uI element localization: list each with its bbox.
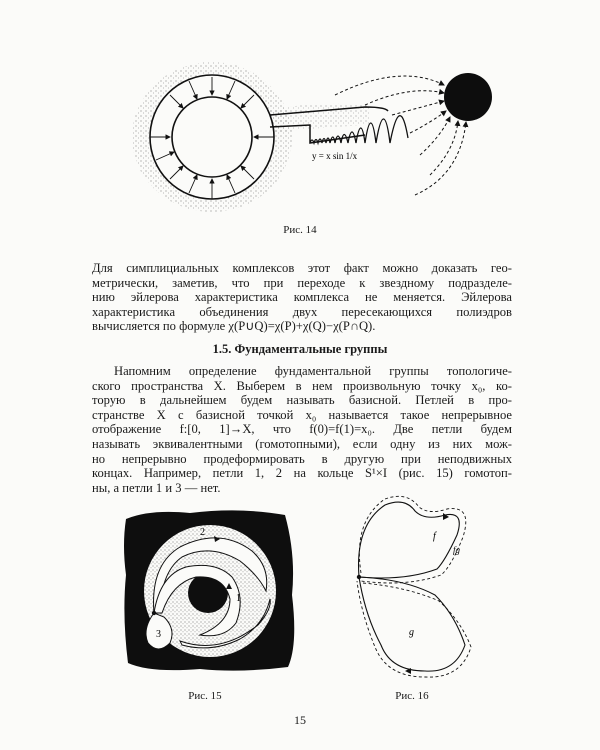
loop-f — [359, 502, 460, 578]
text-line: Напомним определение фундаментальной группы топологиче- — [114, 364, 512, 378]
text-line: концах. Например, петли 1, 2 на кольце S¹×I (рис. 15) гомотоп- — [92, 466, 512, 481]
section-heading: 1.5. Фундаментальные группы — [212, 342, 388, 356]
text-line: ны, а петли 1 и 3 — нет. — [92, 480, 221, 495]
text-line: ского пространства X. Выберем в нем произвольную точку x₀, ко- — [92, 378, 512, 393]
label-fg: fg — [453, 545, 461, 555]
formula-label: y = x sin 1/x — [312, 151, 358, 161]
text-line: Для симплициальных комплексов этот факт можно доказать гео- — [92, 261, 512, 275]
figure-14 — [130, 55, 500, 220]
text-line: называть эквивалентными (гомотопными), если одну из них мож- — [92, 436, 512, 451]
label-g: g — [409, 627, 414, 638]
text-line: метрически, заметив, что при переходе к звездному подразделе- — [92, 275, 512, 290]
text-line: отображение f:[0, 1]→X, что f(0)=f(1)=x₀. Две петли будем — [92, 422, 512, 437]
base-point — [152, 611, 156, 615]
page-number: 15 — [294, 713, 306, 727]
paragraph-euler — [92, 261, 512, 334]
figure-16-caption: Рис. 16 — [395, 690, 429, 702]
paragraph-fundamental-group — [92, 364, 512, 495]
figure-16 — [345, 495, 495, 680]
text-line: нию эйлерова характеристика комплекса не меняется. Эйлерова — [92, 290, 512, 305]
text-line: вычисляется по формуле χ(P∪Q)=χ(P)+χ(Q)−χ(P∩Q). — [92, 319, 376, 334]
figure-15-caption: Рис. 15 — [188, 690, 222, 702]
figure-14-caption: Рис. 14 — [283, 224, 317, 236]
text-line: торую в дальнейшем будем называть базисной. Петлей в про- — [92, 393, 512, 408]
figure-15 — [120, 505, 300, 675]
loop-f-dashed — [359, 496, 465, 583]
loop-label-3: 3 — [156, 629, 161, 640]
loop-label-2: 2 — [200, 527, 205, 538]
text-line: но непрерывно продеформировать в другую при неподвижных — [92, 451, 512, 466]
text-line: странстве X с базисной точкой x₀ называется такое непрерывное — [92, 407, 512, 422]
label-f: f — [433, 531, 436, 542]
inner-circle — [172, 97, 252, 177]
black-disc — [444, 73, 492, 121]
text-line: характеристика объединения двух пересекающихся полиэдров — [92, 304, 512, 319]
loop-label-1: 1 — [236, 593, 241, 604]
